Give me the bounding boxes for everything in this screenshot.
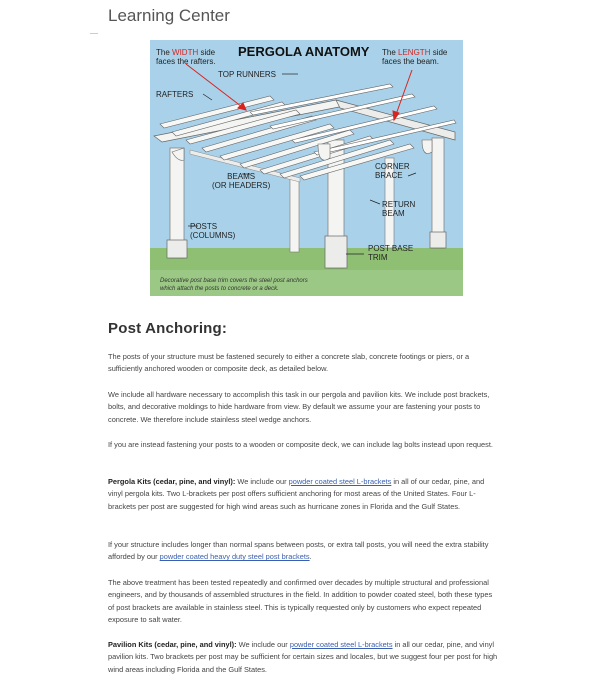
label-posts: POSTS (COLUMNS) [190,222,236,240]
paragraph-intro: The posts of your structure must be fastened securely to either a concrete slab, concrete footings or piers, or a sufficiently anchored wooden or composite deck, as detailed below. [108,352,470,374]
heavy-duty-brackets-link[interactable]: powder coated heavy duty steel post brackets [159,552,310,562]
l-brackets-link[interactable]: powder coated steel L-brackets [288,477,392,486]
divider [90,33,98,34]
post-base-trim-mid [325,236,347,268]
diagram-caption: Decorative post base trim covers the steel post anchors which attach the posts to concrete or a deck. [160,278,308,292]
section-title: Post Anchoring: [108,320,228,337]
paragraph-pavilion-kits: Pavilion Kits (cedar, pine, and vinyl): We include our powder coated steel L-brackets in all our cedar, pine, and vinyl pavilion kits. Two brackets per post may be sufficient for certain sizes and locales, but we suggest four per post for high wind areas including Florida and the Gulf States. [108,640,498,674]
post-front-right [432,138,444,248]
pergola-illustration [150,40,463,296]
corner-brace-right [422,140,432,154]
label-top-runners: TOP RUNNERS [218,70,276,79]
post-base-trim-right [430,232,446,248]
pavilion-l-brackets-link[interactable]: powder coated steel L-brackets [289,640,393,649]
page-title: Learning Center [108,6,230,25]
paragraph-spans: If your structure includes longer than normal spans between posts, or extra tall posts, you will need the extra stability afforded by our powder coated heavy duty steel post brackets. [108,540,489,562]
label-corner-brace: CORNER BRACE [375,162,410,180]
corner-brace-mid [318,144,330,160]
width-note: The WIDTH side faces the rafters. [156,48,216,66]
label-return-beam: RETURN BEAM [382,200,416,218]
post-base-trim-left [167,240,187,258]
pavilion-kits-heading: Pavilion Kits (cedar, pine, and vinyl): [108,640,237,649]
diagram-title: PERGOLA ANATOMY [238,44,370,59]
paragraph-pergola-kits: Pergola Kits (cedar, pine, and vinyl): We include our powder coated steel L-brackets in all of our cedar, pine, and vinyl pergola kits. Two L-brackets per post offers sufficient anchoring for most areas of the United States. Four L-brackets per post are suggested for high wind areas such as hurricane zones in Florida and the Gulf States. [108,477,485,511]
label-beams: BEAMS (OR HEADERS) [212,172,271,190]
paragraph-hardware: We include all hardware necessary to accomplish this task in our pergola and pavilion kits. We include post brackets, bolts, and decorative moldings to hide hardware from view. By default we assume your are fastening your posts to concrete. We therefore include stainless steel wedge anchors. [108,390,490,424]
pergola-kits-heading: Pergola Kits (cedar, pine, and vinyl): [108,477,236,486]
pergola-anatomy-diagram [150,40,463,296]
paragraph-deck: If you are instead fastening your posts to a wooden or composite deck, we can include lag bolts instead upon request. [108,440,493,449]
label-post-base-trim: POST BASE TRIM [368,244,414,262]
length-note: The LENGTH side faces the beam. [382,48,448,66]
post-back-left [290,178,299,252]
paragraph-testing: The above treatment has been tested repeatedly and confirmed over decades by multiple structural and professional engineers, and by thousands of assembled structures in the field. In addition to powder coated steel, both these types of post brackets are available in stainless steel. This is typically requested only by customers who expect repeated exposure to salt water. [108,578,493,624]
label-rafters: RAFTERS [156,90,194,99]
